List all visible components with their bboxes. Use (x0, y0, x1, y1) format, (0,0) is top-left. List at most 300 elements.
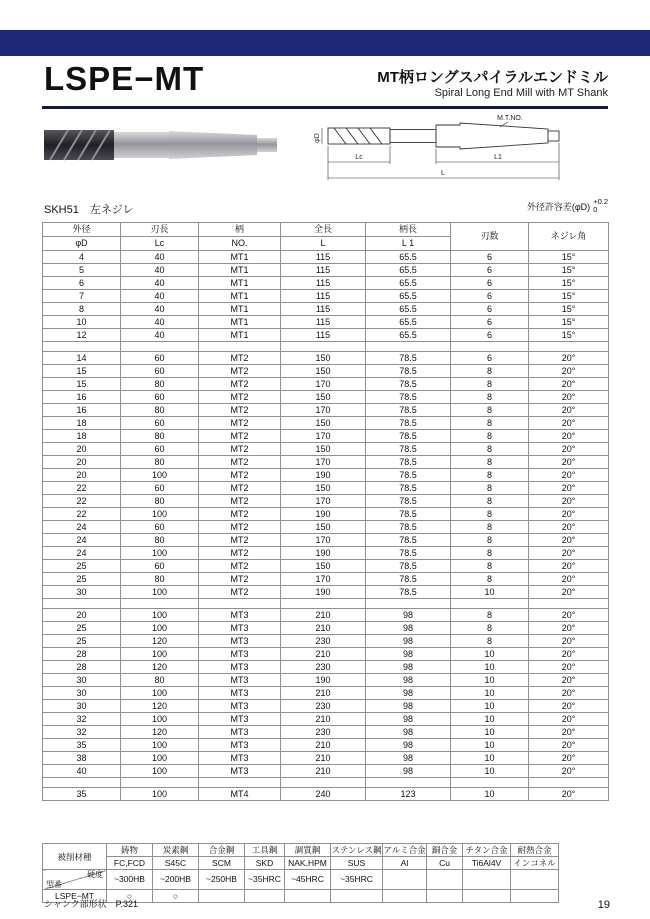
material-grade-cell: Cu (427, 857, 463, 870)
spec-cell: 115 (281, 303, 366, 316)
col-subheader-l: L (281, 237, 366, 251)
spec-cell: 60 (121, 417, 199, 430)
spec-row (43, 609, 609, 622)
material-name-cell: 耐熱合金 (511, 844, 559, 857)
spec-cell: 25 (43, 635, 121, 648)
spec-cell: 100 (121, 788, 199, 801)
spec-cell: 115 (281, 290, 366, 303)
spec-cell: 210 (281, 713, 366, 726)
spec-cell: 8 (451, 378, 529, 391)
spec-cell: MT3 (199, 765, 281, 778)
spec-cell: 8 (451, 443, 529, 456)
spec-cell: 210 (281, 765, 366, 778)
spec-cell: 78.5 (366, 560, 451, 573)
spec-cell: MT3 (199, 739, 281, 752)
spec-cell: MT2 (199, 430, 281, 443)
spec-cell: 210 (281, 687, 366, 700)
spec-cell: 20° (529, 622, 609, 635)
spec-cell: 78.5 (366, 573, 451, 586)
spacer-cell (43, 778, 121, 788)
spec-row (43, 482, 609, 495)
spec-cell: MT2 (199, 404, 281, 417)
spec-cell: 98 (366, 765, 451, 778)
spec-cell: MT3 (199, 726, 281, 739)
group-spacer-row (43, 599, 609, 609)
spec-cell: 6 (451, 264, 529, 277)
spec-cell: 120 (121, 635, 199, 648)
material-name-cell: 工具鋼 (245, 844, 285, 857)
spec-cell: 65.5 (366, 277, 451, 290)
spec-cell: 8 (451, 609, 529, 622)
spacer-cell (281, 778, 366, 788)
material-mark-cell (383, 890, 427, 903)
spec-row (43, 661, 609, 674)
spec-cell: 120 (121, 700, 199, 713)
material-name-cell: アルミ合金 (383, 845, 426, 855)
spec-cell: 30 (43, 674, 121, 687)
spec-cell: 20° (529, 547, 609, 560)
col-subheader-l1: L 1 (366, 237, 451, 251)
spec-cell: 120 (121, 726, 199, 739)
spec-cell: MT3 (199, 635, 281, 648)
spec-row (43, 508, 609, 521)
spec-table (42, 222, 609, 801)
spec-row (43, 469, 609, 482)
spec-cell: 8 (451, 622, 529, 635)
spec-cell: 60 (121, 365, 199, 378)
model-name-cell: LSPE−MT (43, 890, 107, 903)
spec-cell: 15 (43, 365, 121, 378)
spec-cell: 210 (281, 609, 366, 622)
spec-cell: 15° (529, 251, 609, 264)
spec-header-row-1 (43, 223, 609, 237)
spec-row (43, 316, 609, 329)
subtitle-english: Spiral Long End Mill with MT Shank (434, 87, 608, 99)
spec-cell: 24 (43, 547, 121, 560)
spec-cell: 80 (121, 534, 199, 547)
spec-cell: 78.5 (366, 495, 451, 508)
spec-cell: MT1 (199, 251, 281, 264)
spec-cell: 230 (281, 700, 366, 713)
material-grade-cell: SKD (245, 857, 285, 870)
spec-row (43, 586, 609, 599)
spec-cell: 40 (121, 264, 199, 277)
spec-cell: 150 (281, 391, 366, 404)
spec-cell: 170 (281, 573, 366, 586)
spec-cell: 170 (281, 495, 366, 508)
spec-cell: 15° (529, 264, 609, 277)
spec-cell: 15° (529, 316, 609, 329)
spacer-cell (366, 778, 451, 788)
spec-cell: MT2 (199, 482, 281, 495)
material-grade-cell: Ti6Al4V (463, 857, 511, 870)
spec-cell: 40 (121, 303, 199, 316)
material-grade-cell: Al (383, 857, 427, 870)
spec-cell: 12 (43, 329, 121, 342)
spec-cell: 35 (43, 739, 121, 752)
spec-cell: 22 (43, 508, 121, 521)
spec-cell: 6 (451, 352, 529, 365)
spec-row (43, 521, 609, 534)
spec-cell: 78.5 (366, 404, 451, 417)
material-hardness-cell (427, 870, 463, 890)
spec-cell: 100 (121, 687, 199, 700)
spec-cell: MT4 (199, 788, 281, 801)
spacer-cell (451, 342, 529, 352)
spec-cell: 150 (281, 417, 366, 430)
spec-cell: 22 (43, 482, 121, 495)
spec-cell: 20° (529, 586, 609, 599)
spec-cell: 30 (43, 700, 121, 713)
spec-cell: 100 (121, 547, 199, 560)
spec-cell: MT1 (199, 277, 281, 290)
spec-cell: 20° (529, 635, 609, 648)
material-hardness-cell: ~300HB (107, 870, 153, 890)
spec-cell: 60 (121, 521, 199, 534)
spec-row (43, 495, 609, 508)
spec-cell: 78.5 (366, 547, 451, 560)
spec-cell: 14 (43, 352, 121, 365)
spec-cell: MT2 (199, 352, 281, 365)
spec-cell: 6 (451, 329, 529, 342)
spec-cell: 78.5 (366, 508, 451, 521)
spec-cell: 15° (529, 277, 609, 290)
product-photo (42, 118, 292, 179)
spec-row (43, 635, 609, 648)
spec-cell: 100 (121, 622, 199, 635)
spec-cell: MT2 (199, 417, 281, 430)
material-name-cell: 調質鋼 (285, 844, 331, 857)
spec-cell: 20° (529, 713, 609, 726)
material-grade-cell: S45C (153, 857, 199, 870)
spec-cell: 10 (451, 687, 529, 700)
hardness-model-diagonal-cell (43, 870, 107, 890)
spec-cell: 10 (451, 713, 529, 726)
spec-cell: 190 (281, 469, 366, 482)
spec-cell: 170 (281, 378, 366, 391)
spec-cell: 8 (451, 508, 529, 521)
spec-cell: MT2 (199, 586, 281, 599)
subtitle-japanese: MT柄ロングスパイラルエンドミル (377, 69, 608, 86)
spec-cell: 150 (281, 560, 366, 573)
spec-cell: 98 (366, 674, 451, 687)
spec-row (43, 456, 609, 469)
spec-cell: 10 (43, 316, 121, 329)
spec-cell: 10 (451, 739, 529, 752)
spec-cell: 78.5 (366, 443, 451, 456)
spec-cell: 6 (451, 277, 529, 290)
spec-cell: 100 (121, 739, 199, 752)
spec-cell: 24 (43, 534, 121, 547)
spec-row (43, 765, 609, 778)
material-mark-cell (463, 890, 511, 903)
spec-cell: 20° (529, 788, 609, 801)
spec-cell: 20° (529, 521, 609, 534)
spec-cell: MT3 (199, 622, 281, 635)
spec-cell: 10 (451, 788, 529, 801)
spec-cell: MT2 (199, 495, 281, 508)
spec-cell: 210 (281, 622, 366, 635)
spec-cell: 8 (451, 469, 529, 482)
spec-cell: 60 (121, 391, 199, 404)
material-grade-cell: インコネル (511, 857, 559, 870)
col-header-shank: 柄 (199, 223, 281, 237)
spec-cell: 18 (43, 417, 121, 430)
spec-cell: 8 (451, 521, 529, 534)
material-grade-row (43, 857, 559, 870)
spec-cell: MT2 (199, 560, 281, 573)
spacer-cell (281, 342, 366, 352)
spacer-cell (281, 599, 366, 609)
material-grade-cell: NAK,HPM (285, 857, 331, 870)
material-name-cell: ステンレス鋼 (331, 845, 382, 855)
spec-cell: 78.5 (366, 391, 451, 404)
spec-cell: 32 (43, 713, 121, 726)
phi-d-label: φD (314, 133, 321, 143)
spec-cell: 230 (281, 635, 366, 648)
spec-cell: 20° (529, 417, 609, 430)
spec-cell: 115 (281, 329, 366, 342)
spec-cell: 60 (121, 482, 199, 495)
spec-cell: 210 (281, 739, 366, 752)
material-mark-cell (245, 890, 285, 903)
spec-cell: 65.5 (366, 316, 451, 329)
spacer-cell (366, 599, 451, 609)
spec-cell: 20 (43, 443, 121, 456)
spec-cell: 98 (366, 700, 451, 713)
spec-cell: 98 (366, 648, 451, 661)
material-name-row (43, 844, 559, 857)
spec-cell: 100 (121, 469, 199, 482)
spec-cell: 20° (529, 495, 609, 508)
spec-cell: 28 (43, 661, 121, 674)
spec-cell: 32 (43, 726, 121, 739)
spec-cell: 150 (281, 365, 366, 378)
spec-row (43, 277, 609, 290)
tolerance-label: 外径許容差(φD) (526, 201, 591, 212)
spec-cell: 6 (43, 277, 121, 290)
spec-cell: 60 (121, 352, 199, 365)
spec-cell: 210 (281, 648, 366, 661)
spec-cell: 100 (121, 765, 199, 778)
spec-cell: 35 (43, 788, 121, 801)
spec-row (43, 687, 609, 700)
spec-cell: MT3 (199, 713, 281, 726)
hardness-label: 硬度 (87, 870, 103, 879)
spec-cell: 40 (121, 316, 199, 329)
spec-cell: 8 (451, 635, 529, 648)
spec-cell: 8 (451, 430, 529, 443)
spec-cell: 6 (451, 251, 529, 264)
spec-row (43, 378, 609, 391)
spec-cell: 20° (529, 726, 609, 739)
spec-cell: 20° (529, 404, 609, 417)
material-hardness-row (43, 870, 559, 890)
spec-table-body (43, 251, 609, 801)
technical-drawing (312, 112, 612, 201)
spec-cell: 190 (281, 586, 366, 599)
lc-label: Lc (355, 154, 363, 161)
spec-cell: 98 (366, 752, 451, 765)
spec-cell: MT2 (199, 443, 281, 456)
spec-cell: 40 (121, 277, 199, 290)
spec-cell: 20° (529, 739, 609, 752)
l1-label: L1 (494, 154, 502, 161)
spec-cell: 20° (529, 365, 609, 378)
spec-cell: 15° (529, 290, 609, 303)
spec-cell: 60 (121, 443, 199, 456)
spec-cell: 30 (43, 586, 121, 599)
spec-cell: 78.5 (366, 430, 451, 443)
spec-cell: 98 (366, 635, 451, 648)
spec-cell: 24 (43, 521, 121, 534)
spec-row (43, 417, 609, 430)
material-mark-cell (511, 890, 559, 903)
spec-cell: 16 (43, 391, 121, 404)
spec-cell: 25 (43, 622, 121, 635)
spec-cell: 20° (529, 469, 609, 482)
material-spec-note: SKH51 左ネジレ (44, 204, 134, 216)
spec-row (43, 560, 609, 573)
spec-cell: MT2 (199, 508, 281, 521)
spec-cell: 20° (529, 378, 609, 391)
spec-cell: 78.5 (366, 482, 451, 495)
spec-cell: 18 (43, 430, 121, 443)
spec-cell: 20° (529, 674, 609, 687)
header-divider (42, 106, 608, 109)
spec-cell: 80 (121, 674, 199, 687)
material-table (42, 843, 559, 903)
material-name-cell: 炭素鋼 (153, 844, 199, 857)
top-navy-bar (0, 30, 650, 56)
spec-cell: 80 (121, 378, 199, 391)
spec-row (43, 251, 609, 264)
spec-cell: MT2 (199, 378, 281, 391)
spec-cell: 60 (121, 560, 199, 573)
spec-cell: 8 (451, 365, 529, 378)
spacer-cell (366, 342, 451, 352)
spec-cell: MT1 (199, 316, 281, 329)
spec-row (43, 443, 609, 456)
spec-cell: MT3 (199, 752, 281, 765)
spec-cell: 20° (529, 352, 609, 365)
spec-cell: 98 (366, 687, 451, 700)
spec-cell: 78.5 (366, 521, 451, 534)
spec-cell: 40 (121, 251, 199, 264)
spec-row (43, 739, 609, 752)
spec-cell: MT1 (199, 264, 281, 277)
spec-cell: 7 (43, 290, 121, 303)
spec-cell: 20 (43, 456, 121, 469)
spec-cell: 20° (529, 482, 609, 495)
spec-cell: 65.5 (366, 264, 451, 277)
col-header-outer-diameter: 外径 (43, 223, 121, 237)
spec-cell: 78.5 (366, 456, 451, 469)
spec-cell: 20° (529, 456, 609, 469)
material-mark-cell: ○ (153, 890, 199, 903)
spec-row (43, 547, 609, 560)
spec-cell: 98 (366, 609, 451, 622)
spec-cell: MT2 (199, 365, 281, 378)
spec-cell: 100 (121, 713, 199, 726)
spec-cell: 10 (451, 648, 529, 661)
spec-cell: MT2 (199, 456, 281, 469)
spec-cell: MT3 (199, 661, 281, 674)
spacer-cell (199, 778, 281, 788)
spec-cell: 230 (281, 661, 366, 674)
spec-cell: 80 (121, 404, 199, 417)
spec-cell: MT2 (199, 521, 281, 534)
spec-row (43, 713, 609, 726)
spec-cell: 190 (281, 674, 366, 687)
tolerance-note (527, 198, 608, 214)
spec-cell: 240 (281, 788, 366, 801)
spec-cell: 8 (451, 456, 529, 469)
page-title: LSPE−MT (44, 60, 205, 97)
spec-row (43, 622, 609, 635)
spec-row (43, 365, 609, 378)
spec-cell: 38 (43, 752, 121, 765)
material-hardness-cell: ~200HB (153, 870, 199, 890)
spacer-cell (121, 342, 199, 352)
spec-cell: 8 (451, 547, 529, 560)
spec-cell: 150 (281, 352, 366, 365)
spec-cell: 78.5 (366, 365, 451, 378)
spec-cell: 40 (121, 329, 199, 342)
spec-cell: 170 (281, 534, 366, 547)
spec-cell: 115 (281, 251, 366, 264)
material-hardness-cell: ~35HRC (331, 870, 383, 890)
material-hardness-cell: ~250HB (199, 870, 245, 890)
spec-cell: 20° (529, 430, 609, 443)
spec-cell: 190 (281, 547, 366, 560)
material-name-cell: 銅合金 (427, 844, 463, 857)
spec-cell: 78.5 (366, 417, 451, 430)
spec-cell: MT1 (199, 303, 281, 316)
spec-cell: MT2 (199, 391, 281, 404)
spec-cell: MT1 (199, 290, 281, 303)
spec-row (43, 752, 609, 765)
spec-cell: 10 (451, 726, 529, 739)
spec-cell: 20° (529, 687, 609, 700)
material-name-cell: チタン合金 (463, 844, 511, 857)
spec-cell: 6 (451, 303, 529, 316)
spec-cell: 8 (451, 417, 529, 430)
spec-cell: 25 (43, 560, 121, 573)
spec-cell: 22 (43, 495, 121, 508)
spec-cell: 78.5 (366, 378, 451, 391)
spec-cell: 210 (281, 752, 366, 765)
spec-cell: 16 (43, 404, 121, 417)
col-header-flute-length: 刃長 (121, 223, 199, 237)
material-name-cell: 合金鋼 (199, 844, 245, 857)
spec-cell: 100 (121, 508, 199, 521)
spec-cell: 40 (121, 290, 199, 303)
spec-cell: 15° (529, 303, 609, 316)
material-corner-cell: 被削材種 (43, 844, 107, 870)
shank-shape-note: シャンク部形状 P.321 (44, 899, 138, 909)
spec-cell: MT3 (199, 609, 281, 622)
spec-cell: 230 (281, 726, 366, 739)
spec-cell: 150 (281, 443, 366, 456)
material-mark-cell (331, 890, 383, 903)
spec-cell: MT1 (199, 329, 281, 342)
spec-cell: 20° (529, 391, 609, 404)
spec-cell: 8 (451, 573, 529, 586)
spec-cell: MT3 (199, 648, 281, 661)
dimension-drawing (312, 112, 612, 196)
spacer-cell (529, 342, 609, 352)
